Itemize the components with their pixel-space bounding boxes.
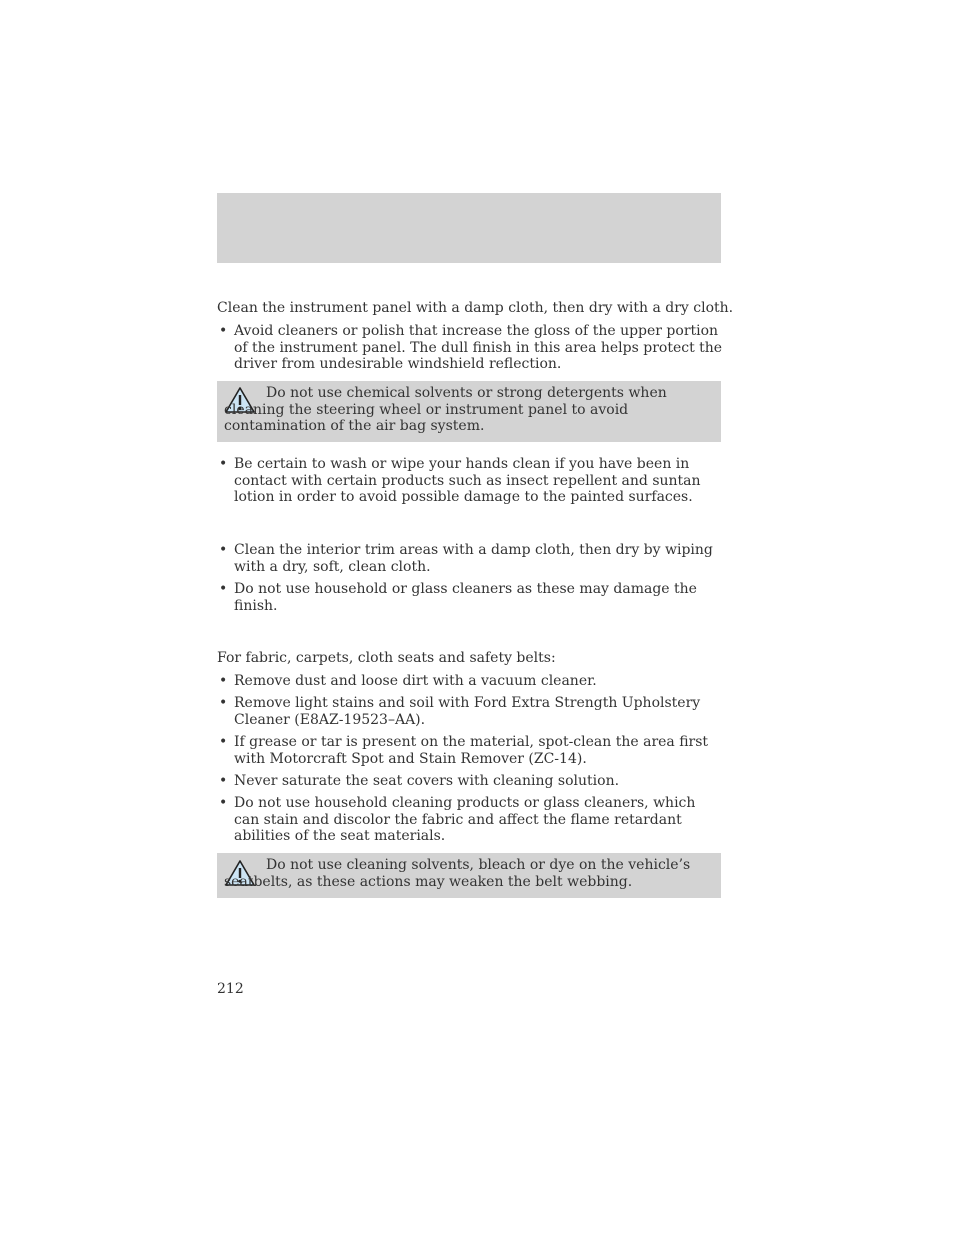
bullet-dot: • xyxy=(219,773,228,789)
list-item xyxy=(217,581,721,615)
list-item-text: Be certain to wash or wipe your hands clean if you have been in contact with certain products such as insect repellent and suntan lotion in order to avoid possible damage to the painted surfaces. xyxy=(234,456,701,505)
warning-text: Do not use cleaning solvents, bleach or dye on the vehicle’s seatbelts, as these actions may weaken the belt webbing. xyxy=(224,857,691,890)
list-item-text: Clean the interior trim areas with a damp cloth, then dry by wiping with a dry, soft, clean cloth. xyxy=(234,542,713,575)
list-item xyxy=(217,795,721,845)
bullet-dot: • xyxy=(219,581,228,597)
list-item-text: Never saturate the seat covers with cleaning solution. xyxy=(234,773,620,789)
bullet-dot: • xyxy=(219,673,228,689)
page-number: 212 xyxy=(217,981,244,997)
instrument-panel-intro: Clean the instrument panel with a damp cloth, then dry with a dry cloth. xyxy=(217,300,734,316)
list-item-text: Remove light stains and soil with Ford Extra Strength Upholstery Cleaner (E8AZ-19523–AA). xyxy=(234,695,701,728)
list-item xyxy=(217,323,721,373)
bullet-dot: • xyxy=(219,456,228,472)
list-item-text: Avoid cleaners or polish that increase the gloss of the upper portion of the instrument panel. The dull finish in this area helps protect the driver from undesirable windshield reflection. xyxy=(234,323,723,372)
bullet-dot: • xyxy=(219,323,228,339)
warning-box-airbag xyxy=(217,381,721,442)
bullet-dot: • xyxy=(219,542,228,558)
list-item-text: Do not use household or glass cleaners as these may damage the finish. xyxy=(234,581,697,614)
list-item-text: Remove dust and loose dirt with a vacuum cleaner. xyxy=(234,673,597,689)
bullet-dot: • xyxy=(219,734,228,750)
bullet-dot: • xyxy=(219,795,228,811)
warning-box-seatbelts xyxy=(217,853,721,898)
list-item xyxy=(217,695,721,729)
chapter-header-band xyxy=(217,193,721,263)
bullet-dot: • xyxy=(219,695,228,711)
fabric-intro: For fabric, carpets, cloth seats and safety belts: xyxy=(217,650,556,666)
list-item xyxy=(217,542,721,576)
list-item xyxy=(217,734,721,768)
list-item-text: If grease or tar is present on the material, spot-clean the area first with Motorcraft Spot and Stain Remover (ZC-14). xyxy=(234,734,709,767)
warning-text: Do not use chemical solvents or strong detergents when cleaning the steering wheel or instrument panel to avoid contamination of the air bag system. xyxy=(224,385,667,434)
list-item xyxy=(217,773,721,790)
list-item xyxy=(217,456,721,506)
list-item xyxy=(217,673,721,690)
list-item-text: Do not use household cleaning products or glass cleaners, which can stain and discolor the fabric and affect the flame retardant abilities of the seat materials. xyxy=(234,795,696,844)
